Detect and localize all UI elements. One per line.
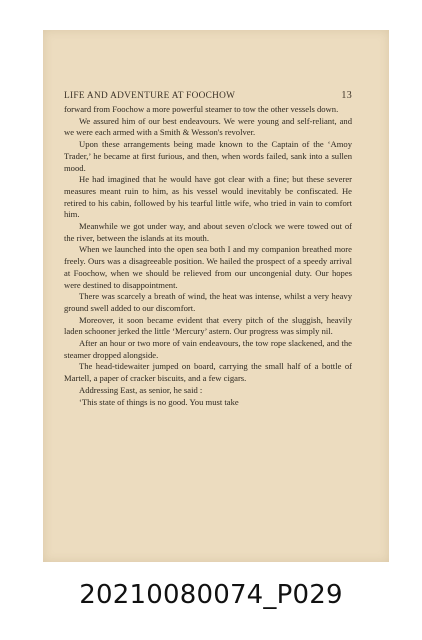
paragraph-5: Meanwhile we got under way, and about seven o'clock we were towed out of the river, between the islands at its mouth. xyxy=(64,221,352,243)
paragraph-8: Moreover, it soon became evident that every pitch of the sluggish, heavily laden schooner jerked the little ‘Mercury’ astern. Our progress was simply nil. xyxy=(64,314,352,337)
running-header xyxy=(64,90,352,101)
paragraph-2: We assured him of our best endeavours. We were young and self-reliant, and we were each armed with a Smith & Wesson's revolver. xyxy=(64,115,352,138)
paragraph-10: The head-tidewaiter jumped on board, carrying the small half of a bottle of Martell, a paper of cracker biscuits, and a few cigars. xyxy=(64,361,352,384)
paragraph-12: ‘This state of things is no good. You must take xyxy=(79,396,239,407)
paragraph-9: After an hour or two more of vain endeavours, the tow rope slackened, and the steamer dropped alongside. xyxy=(64,338,352,360)
paragraph-11: Addressing East, as senior, he said : xyxy=(79,384,203,395)
paragraph-3: Upon these arrangements being made known to the Captain of the ‘Amoy Trader,’ he became at first furious, and then, when words failed, sank into a sullen mood. xyxy=(64,139,352,173)
image-id-caption: 20210080074_P029 xyxy=(79,580,343,610)
running-title: LIFE AND ADVENTURE AT FOOCHOW xyxy=(64,91,236,101)
paragraph-4: He had imagined that he would have got clear with a fine; but these severer measures meant ruin to him, as his vessel would inevitably be confiscated. He retired to his cabin, followed by his tearful little wife, who tried in vain to comfort him. xyxy=(64,174,352,220)
paragraph-6: When we launched into the open sea both I and my companion breathed more freely. Ours was a disagreeable position. We hailed the prospect of a speedy arrival at Foochow, when we should be relieved from our uncongenial duty. Our hopes were destined to disappointment. xyxy=(64,244,352,290)
body-text xyxy=(64,104,352,408)
page-number: 13 xyxy=(341,90,352,101)
paragraph-1: forward from Foochow a more powerful steamer to tow the other vessels down. xyxy=(64,104,339,114)
paragraph-7: There was scarcely a breath of wind, the heat was intense, whilst a very heavy ground swell added to our discomfort. xyxy=(64,291,352,313)
